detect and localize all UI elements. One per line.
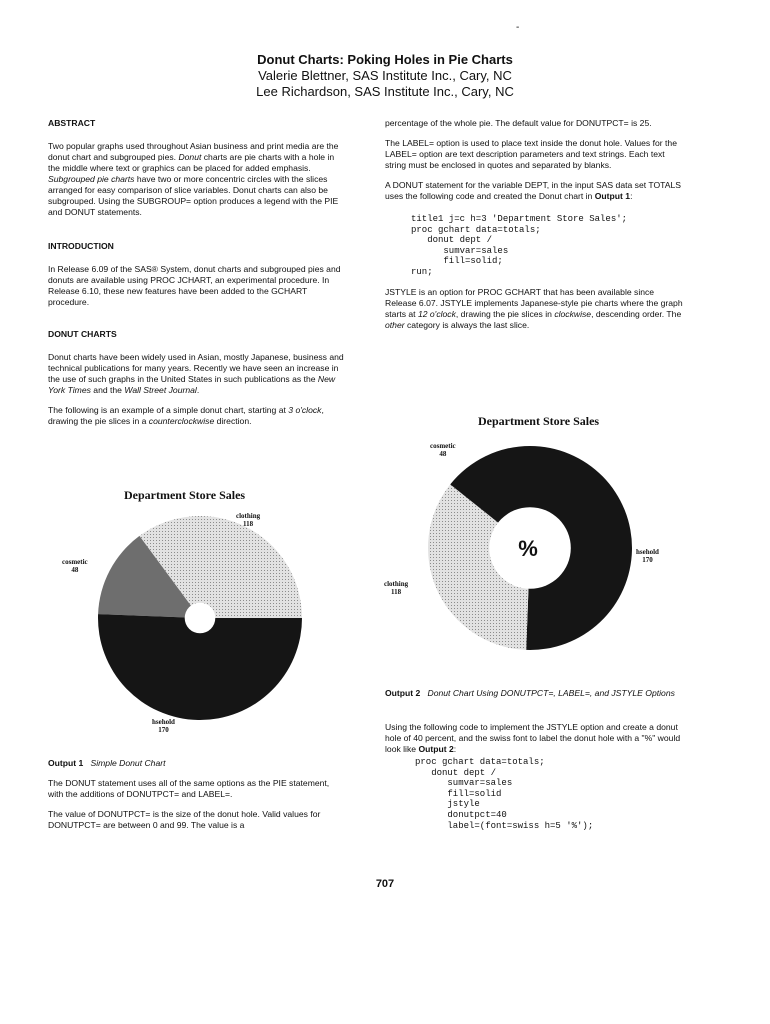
- title-block: [0, 52, 770, 100]
- chart2-label-clothing: clothing 118: [384, 580, 409, 596]
- code-block-2: proc gchart data=totals; donut dept / sumvar=sales fill=solid jstyle donutpct=40 label=(font=swiss h=5 '%');: [415, 757, 594, 831]
- donut-chart-1: [90, 510, 310, 740]
- author-line-1: Valerie Blettner, SAS Institute Inc., Cary, NC: [258, 68, 512, 83]
- donutpct-paragraph: The value of DONUTPCT= is the size of the donut hole. Valid values for DONUTPCT= are between 0 and 99. The value is a: [48, 809, 321, 830]
- left-column-top: [48, 118, 346, 436]
- chart2-label-hsehold: hsehold 170: [636, 548, 659, 564]
- donut-hole-label: %: [518, 536, 538, 561]
- abstract-heading: ABSTRACT: [48, 118, 96, 128]
- donut-charts-paragraph: Donut charts have been widely used in Asian, mostly Japanese, business and technical publications for many years. Recently we have seen an increase in the use of such graphs in the United States in such publications as the New York Times and the Wall Street Journal.: [48, 352, 344, 395]
- dept-paragraph: A DONUT statement for the variable DEPT, in the input SAS data set TOTALS uses the following code and created the Donut chart in Output 1:: [385, 180, 681, 201]
- introduction-heading: INTRODUCTION: [48, 241, 114, 251]
- chart1-title: Department Store Sales: [124, 488, 246, 502]
- donut-hole: [185, 603, 216, 634]
- right-column-top: [385, 118, 683, 340]
- donut-statement-paragraph: The DONUT statement uses all of the same options as the PIE statement, with the additions of DONUTPCT= and LABEL=.: [48, 778, 330, 799]
- jstyle-paragraph: JSTYLE is an option for PROC GCHART that has been available since Release 6.07. JSTYLE implements Japanese-style pie charts where the graph starts at 12 o'clock, drawing the pie slices in clockwise, descending order. The other category is always the last slice.: [385, 286, 683, 330]
- output1-caption: Output 1 Simple Donut Chart: [48, 758, 166, 768]
- chart1-label-hsehold: hsehold 170: [152, 718, 175, 734]
- using-paragraph: Using the following code to implement the JSTYLE option and create a donut hole of 40 percent, and the swiss font to label the donut hole with a "%" would look like Output 2:: [385, 722, 681, 754]
- abstract-paragraph: Two popular graphs used throughout Asian business and print media are the donut chart and subgrouped pies. Donut charts are pie charts with a hole in the middle where text or graphics can be placed for added emphasis. Subgrouped pie charts have two or more concentric circles with the slices arranged for easy comparison of slice variables. Donut charts can also be subgrouped. Using the SUBGROUP= option produces a legend with the PIE and DONUT statements.: [48, 141, 339, 217]
- example-paragraph: The following is an example of a simple donut chart, starting at 3 o'clock, drawing the pie slices in a counterclockwise direction.: [48, 405, 324, 426]
- page-number: 707: [375, 878, 395, 890]
- right-column-bottom: [385, 722, 683, 840]
- continued-paragraph: percentage of the whole pie. The default value for DONUTPCT= is 25.: [385, 118, 652, 128]
- chart1-label-cosmetic: cosmetic 48: [62, 558, 88, 574]
- chart2-label-cosmetic: cosmetic 48: [430, 442, 456, 458]
- label-option-paragraph: The LABEL= option is used to place text inside the donut hole. Values for the LABEL= option are text description parameters and text strings. Each text string must be enclosed in quotes and separated by blanks.: [385, 138, 677, 170]
- left-column-bottom: [48, 778, 346, 840]
- paper-title: Donut Charts: Poking Holes in Pie Charts: [257, 52, 513, 67]
- chart1-label-clothing: clothing 118: [236, 512, 261, 528]
- output2-caption: Output 2 Donut Chart Using DONUTPCT=, LABEL=, and JSTYLE Options: [385, 688, 675, 698]
- corner-mark: -: [516, 22, 520, 33]
- donut-charts-heading: DONUT CHARTS: [48, 329, 117, 339]
- author-line-2: Lee Richardson, SAS Institute Inc., Cary, NC: [256, 84, 514, 99]
- code-block-1: title1 j=c h=3 'Department Store Sales'; proc gchart data=totals; donut dept / sumvar=sales fill=solid; run;: [411, 214, 628, 277]
- introduction-paragraph: In Release 6.09 of the SAS® System, donut charts and subgrouped pies and donuts are available using PROC JCHART, an experimental procedure. In Release 6.10, these new features have been added to the GCHART procedure.: [48, 264, 341, 307]
- chart2-title: Department Store Sales: [478, 414, 600, 428]
